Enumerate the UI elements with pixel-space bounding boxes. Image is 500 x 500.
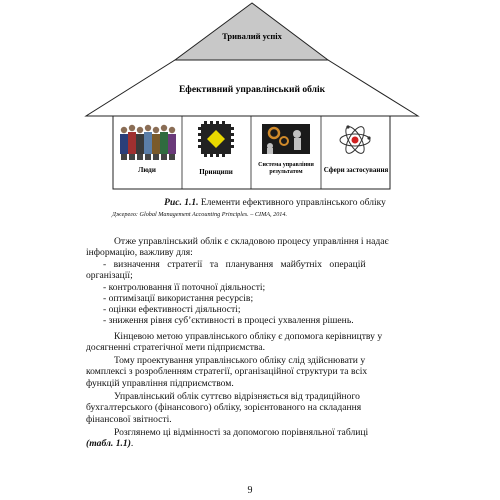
sentence-end: .: [130, 438, 134, 450]
text-line: фінансової звітності.: [86, 413, 172, 425]
chip-icon: [198, 121, 234, 157]
text-line: Управлінський облік суттєво відрізняється від традиційного: [114, 391, 360, 402]
text-line: бухгалтерського (фінансового) обліку, зорієнтованого на складання: [86, 402, 362, 414]
figure-source: Джерело: Global Management Accounting Principles. – CIMA, 2014.: [112, 211, 288, 218]
text-line: досягненні стратегічної мети підприємства.: [86, 342, 265, 354]
paragraph-2: [86, 331, 400, 354]
roof-label: Тривалий успіх: [222, 31, 282, 41]
bullet-item: - оптимізації використання ресурсів;: [103, 292, 254, 304]
bullet-item: - зниження рівня суб’єктивності в процесі ухвалення рішень.: [103, 315, 354, 327]
text-line: Розглянемо ці відмінності за допомогою порівняльної таблиці: [114, 427, 369, 438]
house-diagram: [0, 0, 500, 200]
band-label: Ефективний управлінський облік: [178, 85, 326, 95]
text-line: інформацію, важливу для:: [86, 247, 193, 259]
figure-caption: [110, 198, 440, 208]
figure-title: Елементи ефективного управлінського обліку: [200, 198, 386, 208]
text-line: функцій управління підприємством.: [86, 377, 234, 389]
table-reference: (табл. 1.1): [86, 438, 131, 450]
text-line: Отже управлінський облік є складовою процесу управління і надає: [114, 236, 389, 247]
bullet-item: - визначення стратегії та планування майбутніх операцій: [103, 259, 366, 270]
pillar-label-system-line2: результатом: [269, 169, 303, 175]
pillar-label-people: Люди: [138, 166, 156, 174]
page-number: 9: [247, 485, 253, 496]
text-line: Тому проектування управлінського обліку слід здійснювати у: [114, 355, 366, 366]
pillar-label-system-line1: Система управління: [258, 162, 314, 168]
gears-people-icon: [262, 124, 310, 154]
pillar-label-scope: Сфери застосування: [323, 166, 389, 174]
bullet-list: [86, 259, 400, 327]
bullet-item-cont: організації;: [86, 270, 133, 282]
text-line: комплексі з розробленням стратегії, організаційної структури та всіх: [86, 366, 368, 378]
pillar-label-principles: Принципи: [199, 168, 233, 176]
text-line: Кінцевою метою управлінського обліку є допомога керівництву у: [114, 331, 383, 342]
figure-number: Рис. 1.1.: [164, 198, 199, 208]
text-line: [86, 438, 400, 449]
paragraph-4: [86, 391, 400, 425]
paragraph-3: [86, 355, 400, 389]
paragraph-5: [86, 427, 400, 450]
paragraph-1: [86, 236, 400, 259]
bullet-item: - оцінки ефективності діяльності;: [103, 304, 241, 316]
bullet-item: - контролювання її поточної діяльності;: [103, 281, 266, 293]
